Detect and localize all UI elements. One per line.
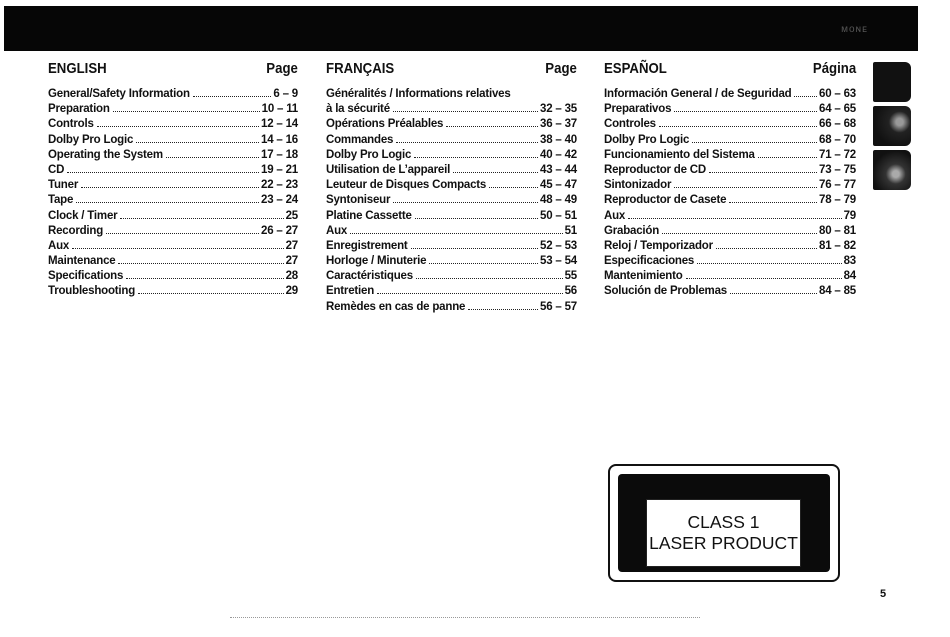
toc-entry bbox=[604, 87, 856, 102]
toc-entry-page: 26 – 27 bbox=[261, 224, 298, 237]
column-page-label: Page bbox=[266, 60, 298, 77]
toc-entry-title: Sintonizador bbox=[604, 179, 672, 192]
toc-entry bbox=[326, 300, 577, 315]
toc-entry-page: 56 – 57 bbox=[540, 300, 577, 313]
toc-entry-page: 68 – 70 bbox=[819, 133, 856, 146]
dot-leader bbox=[414, 157, 538, 158]
dot-leader bbox=[674, 111, 817, 112]
column-title: ESPAÑOL bbox=[604, 60, 667, 77]
toc-entry-page: 12 – 14 bbox=[261, 118, 298, 131]
dot-leader bbox=[453, 172, 538, 173]
toc-entry-title: Solución de Problemas bbox=[604, 285, 727, 298]
toc-entry bbox=[48, 178, 298, 193]
dot-leader bbox=[393, 202, 538, 203]
toc-entry-title: Dolby Pro Logic bbox=[604, 133, 690, 146]
laser-class-text: CLASS 1 bbox=[687, 512, 760, 532]
dot-leader bbox=[794, 96, 817, 97]
toc-entry bbox=[326, 148, 577, 163]
toc-entry-title: Aux bbox=[326, 224, 348, 237]
dot-leader bbox=[113, 111, 260, 112]
toc-entry bbox=[326, 269, 577, 284]
toc-entry-page: 25 bbox=[285, 209, 298, 222]
entry-list bbox=[326, 87, 577, 315]
toc-entry-title: General/Safety Information bbox=[48, 88, 190, 100]
toc-entry bbox=[326, 102, 577, 117]
toc-entry-title: Clock / Timer bbox=[48, 209, 118, 222]
toc-entry-title: Dolby Pro Logic bbox=[326, 148, 412, 161]
toc-entry-title: Maintenance bbox=[48, 255, 116, 268]
toc-entry bbox=[48, 239, 298, 254]
toc-entry bbox=[604, 148, 856, 163]
toc-entry-title: Aux bbox=[604, 209, 626, 222]
dot-leader bbox=[729, 202, 817, 203]
column-header bbox=[326, 60, 577, 84]
dot-leader bbox=[118, 263, 283, 264]
toc-entry-page: 6 – 9 bbox=[273, 88, 298, 100]
toc-entry-title: Funcionamiento del Sistema bbox=[604, 148, 755, 161]
laser-product-text: LASER PRODUCT bbox=[649, 533, 798, 553]
toc-entry bbox=[48, 163, 298, 178]
toc-entry-title: Especificaciones bbox=[604, 255, 695, 268]
toc-entry bbox=[48, 87, 298, 102]
dot-leader bbox=[716, 248, 817, 249]
toc-entry-page: 73 – 75 bbox=[819, 163, 856, 176]
toc-entry-page: 53 – 54 bbox=[540, 255, 577, 268]
toc-entry bbox=[604, 133, 856, 148]
toc-entry bbox=[326, 239, 577, 254]
toc-entry-title: Généralités / Informations relatives bbox=[326, 88, 511, 100]
toc-entry-page: 81 – 82 bbox=[819, 239, 856, 252]
toc-entry-page: 32 – 35 bbox=[540, 103, 577, 116]
thumb-tab bbox=[873, 62, 911, 102]
dot-leader bbox=[97, 126, 259, 127]
dot-leader bbox=[81, 187, 259, 188]
dot-leader bbox=[659, 126, 817, 127]
dot-leader bbox=[686, 278, 842, 279]
toc-entry-page: 76 – 77 bbox=[819, 179, 856, 192]
toc-entry-page: 66 – 68 bbox=[819, 118, 856, 131]
dot-leader bbox=[697, 263, 841, 264]
toc-entry-page: 48 – 49 bbox=[540, 194, 577, 207]
toc-entry bbox=[326, 224, 577, 239]
header-bar-text: ᴍᴏɴᴇ bbox=[841, 24, 868, 35]
toc-entry bbox=[604, 178, 856, 193]
toc-entry bbox=[326, 178, 577, 193]
entry-list bbox=[604, 87, 856, 300]
thumb-tab bbox=[873, 106, 911, 146]
toc-entry bbox=[326, 193, 577, 208]
toc-entry bbox=[604, 254, 856, 269]
toc-entry-title: Troubleshooting bbox=[48, 285, 136, 298]
dot-leader bbox=[446, 126, 538, 127]
toc-entry-page: 28 bbox=[285, 270, 298, 283]
toc-entry bbox=[48, 148, 298, 163]
toc-entry-title: Información General / de Seguridad bbox=[604, 88, 792, 100]
toc-entry bbox=[604, 224, 856, 239]
toc-entry-title: CD bbox=[48, 163, 65, 176]
dot-leader bbox=[106, 233, 259, 234]
toc-entry-page: 50 – 51 bbox=[540, 209, 577, 222]
dot-leader bbox=[377, 293, 563, 294]
toc-entry-title: Enregistrement bbox=[326, 239, 408, 252]
dot-leader bbox=[120, 218, 283, 219]
toc-entry-title: Mantenimiento bbox=[604, 270, 683, 283]
dot-leader bbox=[429, 263, 538, 264]
dot-leader bbox=[628, 218, 841, 219]
toc-entry-page: 40 – 42 bbox=[540, 148, 577, 161]
toc-entry-page: 64 – 65 bbox=[819, 103, 856, 116]
toc-entry-title: Caractéristiques bbox=[326, 270, 413, 283]
toc-entry-page: 60 – 63 bbox=[819, 88, 856, 100]
language-thumb-tabs bbox=[873, 62, 911, 194]
toc-entry-page: 84 – 85 bbox=[819, 285, 856, 298]
toc-entry-page: 27 bbox=[285, 255, 298, 268]
toc-entry-page: 71 – 72 bbox=[819, 148, 856, 161]
dot-leader bbox=[350, 233, 562, 234]
toc-entry bbox=[604, 209, 856, 224]
toc-entry-page: 22 – 23 bbox=[261, 179, 298, 192]
toc-entry-title: Syntoniseur bbox=[326, 194, 391, 207]
toc-entry bbox=[48, 117, 298, 132]
dot-leader bbox=[468, 309, 538, 310]
toc-entry-title: Horloge / Minuterie bbox=[326, 255, 427, 268]
toc-entry bbox=[326, 209, 577, 224]
column-header bbox=[48, 60, 298, 84]
column-page-label: Page bbox=[545, 60, 577, 77]
toc-entry-title: Dolby Pro Logic bbox=[48, 133, 134, 146]
toc-entry-page: 36 – 37 bbox=[540, 118, 577, 131]
dot-leader bbox=[136, 142, 259, 143]
toc-entry-title: à la sécurité bbox=[326, 103, 390, 116]
toc-entry bbox=[604, 239, 856, 254]
dot-leader bbox=[126, 278, 283, 279]
toc-entry-title: Tape bbox=[48, 194, 74, 207]
entry-list bbox=[48, 87, 298, 300]
column-title: ENGLISH bbox=[48, 60, 107, 77]
thumb-tab bbox=[873, 150, 911, 190]
toc-entry-page: 10 – 11 bbox=[261, 103, 298, 116]
toc-entry-page: 55 bbox=[564, 270, 577, 283]
toc-entry bbox=[326, 163, 577, 178]
column-page-label: Página bbox=[812, 60, 856, 77]
toc-entry bbox=[48, 133, 298, 148]
header-bar bbox=[4, 6, 918, 51]
toc-entry bbox=[48, 102, 298, 117]
toc-entry-title: Grabación bbox=[604, 224, 660, 237]
dot-leader bbox=[489, 187, 538, 188]
toc-entry-page: 84 bbox=[843, 270, 856, 283]
toc-entry bbox=[326, 133, 577, 148]
dot-leader bbox=[416, 278, 563, 279]
toc-entry bbox=[48, 209, 298, 224]
toc-entry-page: 83 bbox=[843, 255, 856, 268]
toc-entry-page: 43 – 44 bbox=[540, 163, 577, 176]
toc-entry-page: 14 – 16 bbox=[261, 133, 298, 146]
scan-artifact bbox=[230, 617, 700, 620]
dot-leader bbox=[393, 111, 538, 112]
dot-leader bbox=[76, 202, 259, 203]
toc-entry-page: 45 – 47 bbox=[540, 179, 577, 192]
contents-column-francais bbox=[326, 60, 577, 315]
toc-entry bbox=[604, 193, 856, 208]
dot-leader bbox=[709, 172, 817, 173]
toc-entry-title: Operating the System bbox=[48, 148, 163, 161]
toc-entry-title: Opérations Préalables bbox=[326, 118, 444, 131]
toc-entry-title: Reloj / Temporizador bbox=[604, 239, 713, 252]
toc-entry-page: 19 – 21 bbox=[261, 163, 298, 176]
toc-entry-title: Reproductor de Casete bbox=[604, 194, 727, 207]
toc-entry-page: 29 bbox=[285, 285, 298, 298]
dot-leader bbox=[692, 142, 817, 143]
toc-entry-title: Tuner bbox=[48, 179, 79, 192]
dot-leader bbox=[72, 248, 283, 249]
toc-entry bbox=[48, 224, 298, 239]
toc-entry-title: Recording bbox=[48, 224, 104, 237]
toc-entry bbox=[48, 269, 298, 284]
toc-entry-page: 23 – 24 bbox=[261, 194, 298, 207]
toc-entry bbox=[326, 284, 577, 299]
dot-leader bbox=[193, 96, 272, 97]
toc-entry-title: Entretien bbox=[326, 285, 375, 298]
column-title: FRANÇAIS bbox=[326, 60, 395, 77]
dot-leader bbox=[67, 172, 259, 173]
laser-label-frame bbox=[618, 474, 830, 572]
column-header bbox=[604, 60, 856, 84]
toc-entry-page: 17 – 18 bbox=[261, 148, 298, 161]
toc-entry-title: Remèdes en cas de panne bbox=[326, 300, 466, 313]
dot-leader bbox=[396, 142, 538, 143]
toc-entry-title: Preparativos bbox=[604, 103, 672, 116]
toc-entry-page: 56 bbox=[564, 285, 577, 298]
toc-entry-title: Specifications bbox=[48, 270, 124, 283]
contents-column-espanol bbox=[604, 60, 856, 300]
contents-column-english bbox=[48, 60, 298, 300]
toc-entry-page: 52 – 53 bbox=[540, 239, 577, 252]
dot-leader bbox=[730, 293, 817, 294]
toc-entry bbox=[48, 193, 298, 208]
toc-entry bbox=[604, 269, 856, 284]
toc-entry bbox=[604, 102, 856, 117]
toc-entry bbox=[604, 284, 856, 299]
dot-leader bbox=[411, 248, 538, 249]
toc-entry-page: 38 – 40 bbox=[540, 133, 577, 146]
toc-entry-title: Aux bbox=[48, 239, 70, 252]
toc-entry-page: 27 bbox=[285, 239, 298, 252]
dot-leader bbox=[662, 233, 817, 234]
dot-leader bbox=[415, 218, 538, 219]
toc-entry bbox=[604, 117, 856, 132]
toc-entry-page: 80 – 81 bbox=[819, 224, 856, 237]
toc-entry bbox=[326, 87, 577, 102]
toc-entry-title: Reproductor de CD bbox=[604, 163, 707, 176]
toc-entry-title: Controles bbox=[604, 118, 656, 131]
toc-entry-title: Utilisation de L’appareil bbox=[326, 163, 451, 176]
toc-entry-title: Commandes bbox=[326, 133, 394, 146]
laser-label-text-box bbox=[646, 499, 801, 567]
toc-entry-page: 79 bbox=[843, 209, 856, 222]
toc-entry bbox=[48, 254, 298, 269]
toc-entry bbox=[326, 254, 577, 269]
toc-entry-title: Platine Cassette bbox=[326, 209, 412, 222]
toc-entry-title: Preparation bbox=[48, 103, 110, 116]
dot-leader bbox=[758, 157, 817, 158]
toc-entry-title: Leuteur de Disques Compacts bbox=[326, 179, 487, 192]
toc-entry-page: 78 – 79 bbox=[819, 194, 856, 207]
toc-entry bbox=[604, 163, 856, 178]
laser-warning-label bbox=[608, 464, 840, 582]
toc-entry-title: Controls bbox=[48, 118, 94, 131]
toc-entry-page: 51 bbox=[564, 224, 577, 237]
page-number: 5 bbox=[880, 588, 887, 600]
dot-leader bbox=[166, 157, 259, 158]
dot-leader bbox=[138, 293, 284, 294]
toc-entry bbox=[326, 117, 577, 132]
dot-leader bbox=[674, 187, 817, 188]
toc-entry bbox=[48, 284, 298, 299]
